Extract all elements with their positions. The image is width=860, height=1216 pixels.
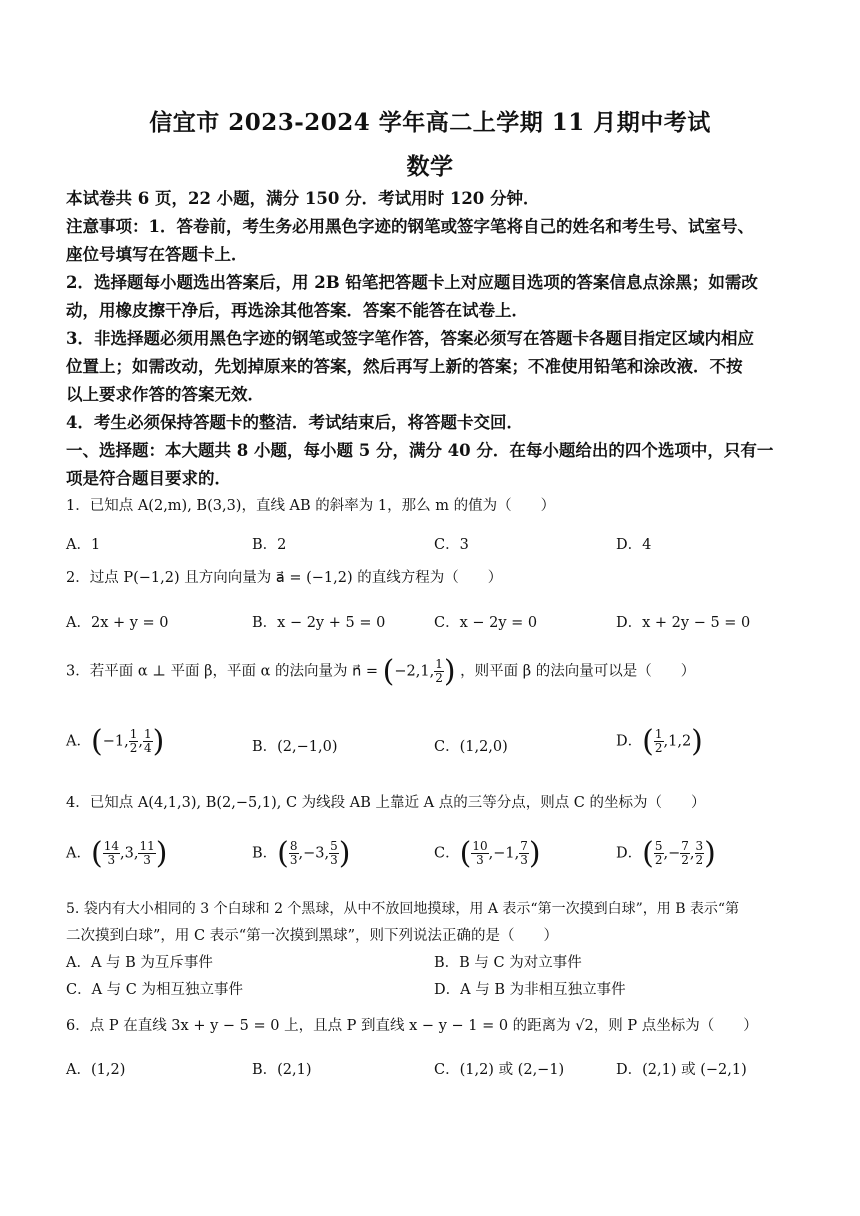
question-5-option-c: C．A 与 C 为相互独立事件	[66, 982, 243, 998]
section-heading: 项是符合题目要求的．	[66, 469, 231, 488]
question-5-option-d: D．A 与 B 为非相互独立事件	[434, 982, 626, 998]
question-4-option-d: D．( $\frac{5}{2}$ ,− $\frac{7}{2}$ , $\frac{3}{2}$ )	[616, 836, 716, 871]
instruction-line: 2．选择题每小题选出答案后，用 2B 铅笔把答题卡上对应题目选项的答案信息点涂黑；如需改	[66, 273, 758, 292]
instruction-line: 3．非选择题必须用黑色字迹的钢笔或签字笔作答，答案必须写在答题卡各题目指定区域内相应	[66, 329, 754, 348]
question-2-option-d: D．x + 2y − 5 = 0	[616, 615, 751, 631]
question-2-option-a: A．2x + y = 0	[66, 615, 169, 631]
question-1-option-b: B．2	[252, 537, 287, 553]
fraction: $\frac{1}{2}$	[435, 657, 443, 685]
question-3-vector-pre: −2,1,	[394, 663, 435, 680]
instruction-line: 位置上；如需改动，先划掉原来的答案，然后再写上新的答案；不准使用铅笔和涂改液．不按	[66, 357, 743, 376]
instruction-line: 以上要求作答的答案无效．	[66, 385, 264, 404]
question-4-option-c: C．( $\frac{10}{3}$ ,−1, $\frac{7}{3}$ )	[434, 836, 541, 871]
question-1-option-d: D．4	[616, 537, 652, 553]
question-2-option-b: B．x − 2y + 5 = 0	[252, 615, 386, 631]
instruction-line: 动，用橡皮擦干净后，再选涂其他答案．答案不能答在试卷上．	[66, 301, 528, 320]
instruction-line: 注意事项：1．答卷前，考生务必用黑色字迹的钢笔或签字笔将自己的姓名和考生号、试室号、	[66, 217, 754, 236]
paren-left: (	[382, 654, 395, 689]
question-3-option-d: D．( $\frac{1}{2}$ ,1,2)	[616, 724, 703, 759]
question-6-option-c: C．(1,2) 或 (2,−1)	[434, 1062, 565, 1078]
paren-right: )	[443, 654, 456, 689]
exam-title: 信宜市 2023-2024 学年高二上学期 11 月期中考试	[149, 109, 711, 136]
question-5-option-b: B．B 与 C 为对立事件	[434, 955, 582, 971]
instruction-line: 座位号填写在答题卡上．	[66, 245, 248, 264]
question-5-option-a: A．A 与 B 为互斥事件	[66, 955, 213, 971]
question-3-stem	[66, 654, 806, 689]
question-2-option-c: C．x − 2y = 0	[434, 615, 538, 631]
question-4-option-b: B．( $\frac{8}{3}$ ,−3, $\frac{5}{3}$ )	[252, 836, 351, 871]
question-4-option-a: A．( $\frac{14}{3}$ ,3, $\frac{11}{3}$ )	[66, 836, 168, 871]
question-3-option-c: C．(1,2,0)	[434, 739, 508, 755]
question-3-stem-before: 3．若平面 α ⊥ 平面 β，平面 α 的法向量为 n⃗ =	[66, 663, 379, 680]
question-6-option-a: A．(1,2)	[66, 1062, 126, 1078]
question-6-option-d: D．(2,1) 或 (−2,1)	[616, 1062, 747, 1078]
question-3-option-a: A．(−1, $\frac{1}{2}$ , $\frac{1}{4}$ )	[66, 724, 165, 759]
question-1-option-a: A．1	[66, 537, 101, 553]
question-2-stem: 2．过点 P(−1,2) 且方向向量为 a⃗ = (−1,2) 的直线方程为（ ）	[66, 570, 503, 586]
instruction-line: 本试卷共 6 页，22 小题，满分 150 分．考试用时 120 分钟．	[66, 189, 540, 208]
question-6-stem: 6．点 P 在直线 3x + y − 5 = 0 上，且点 P 到直线 x − y − 1 = 0 的距离为 √2，则 P 点坐标为（ ）	[66, 1018, 758, 1034]
question-5-stem-line-2: 二次摸到白球”，用 C 表示“第一次摸到黑球”，则下列说法正确的是（ ）	[66, 928, 559, 944]
section-heading: 一、选择题：本大题共 8 小题，每小题 5 分，满分 40 分．在每小题给出的四个选项中，只有一	[66, 441, 774, 460]
question-3-stem-after: ，则平面 β 的法向量可以是（ ）	[460, 663, 696, 680]
question-1-stem: 1．已知点 A(2,m), B(3,3)，直线 AB 的斜率为 1，那么 m 的值为（ ）	[66, 498, 556, 514]
question-3-option-b: B．(2,−1,0)	[252, 739, 338, 755]
question-6-option-b: B．(2,1)	[252, 1062, 312, 1078]
instruction-line: 4．考生必须保持答题卡的整洁．考试结束后，将答题卡交回．	[66, 413, 523, 432]
question-1-option-c: C．3	[434, 537, 469, 553]
question-4-stem: 4．已知点 A(4,1,3), B(2,−5,1), C 为线段 AB 上靠近 A 点的三等分点，则点 C 的坐标为（ ）	[66, 795, 706, 811]
question-5-stem-line-1: 5. 袋内有大小相同的 3 个白球和 2 个黑球，从中不放回地摸球，用 A 表示“第一次摸到白球”，用 B 表示“第	[66, 901, 740, 917]
subject-title: 数学	[406, 153, 454, 180]
